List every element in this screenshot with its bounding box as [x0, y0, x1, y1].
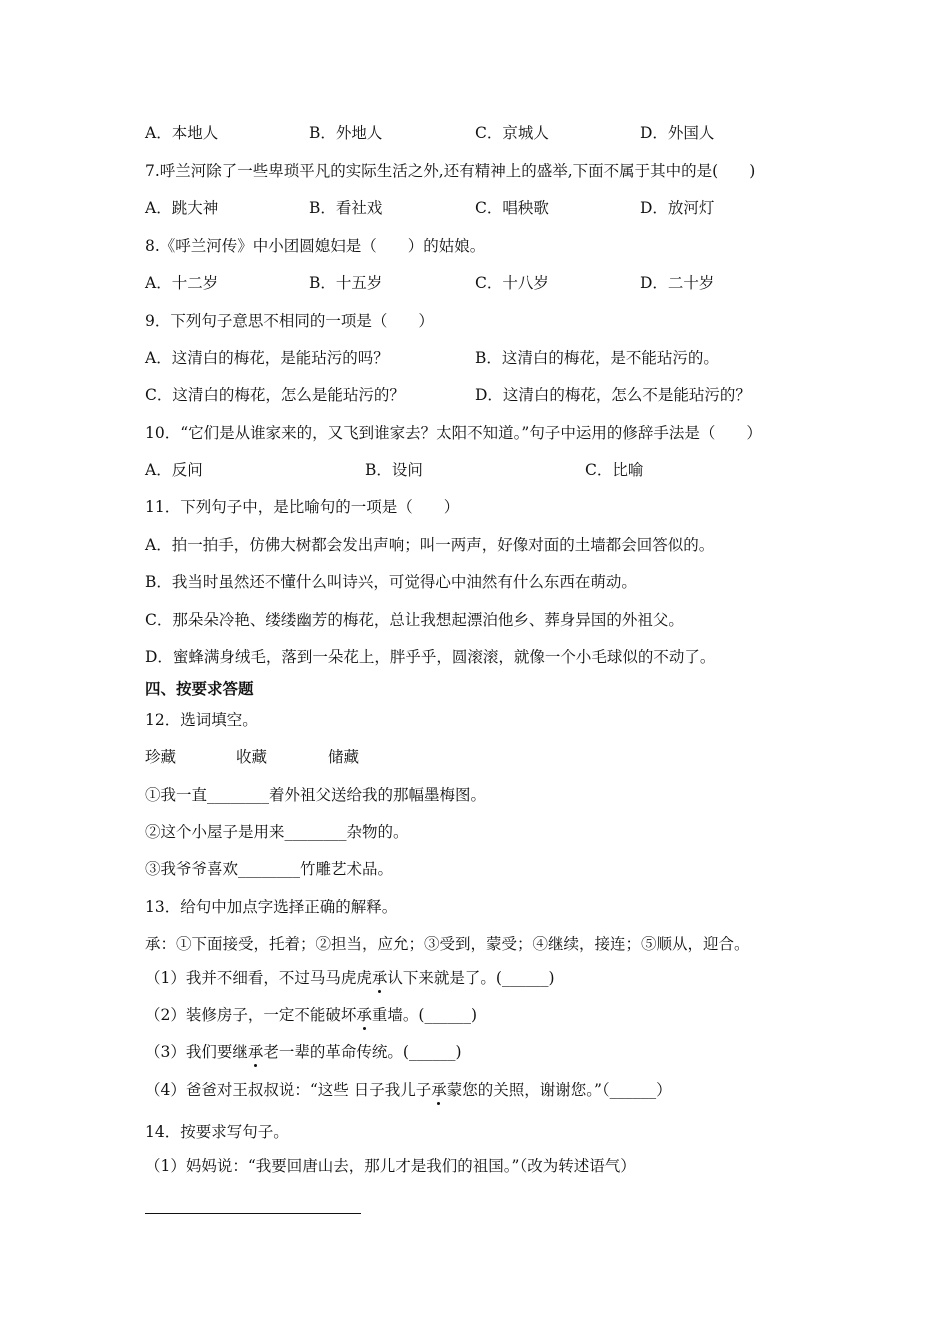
q9-stem: 9．下列句子意思不相同的一项是（ ） [145, 312, 434, 330]
q10-options [145, 460, 845, 480]
option-c: C．这清白的梅花，怎么是能玷污的？ [145, 386, 405, 404]
text: 重墙。(______) [371, 1006, 477, 1024]
word-2: 收藏 [236, 748, 268, 766]
q7-stem: 7.呼兰河除了一些卑琐平凡的实际生活之外,还有精神上的盛举,下面不属于其中的是( ) [145, 162, 756, 180]
option-b: B．外地人 [309, 124, 383, 142]
text: （4）爸爸对王叔叔说：“这些 日子我儿子 [145, 1081, 432, 1099]
q8-stem: 8.《呼兰河传》中小团圆媳妇是（ ）的姑娘。 [145, 237, 486, 255]
q14-stem: 14．按要求写句子。 [145, 1123, 289, 1141]
section-heading: 四、按要求答题 [145, 679, 254, 698]
dotted-char: 承 [431, 1081, 447, 1099]
q12-item-2: ②这个小屋子是用来________杂物的。 [145, 823, 409, 841]
q7-options [145, 198, 845, 218]
q13-item-2 [145, 1005, 477, 1025]
text: 蒙您的关照，谢谢您。”（______） [446, 1081, 672, 1099]
option-a: A．十二岁 [145, 274, 219, 292]
q10-stem: 10．“它们是从谁家来的，又飞到谁家去？太阳不知道。”句子中运用的修辞手法是（ ） [145, 424, 762, 442]
q12-item-3: ③我爷爷喜欢________竹雕艺术品。 [145, 860, 394, 878]
option-b: B．这清白的梅花，是不能玷污的。 [475, 349, 719, 367]
word-1: 珍藏 [145, 748, 177, 766]
word-3: 储藏 [328, 748, 360, 766]
option-c: C．比喻 [585, 461, 644, 479]
q12-word-bank [145, 747, 845, 767]
option-d: D．外国人 [640, 124, 715, 142]
q11-option-a: A．拍一拍手，仿佛大树都会发出声响；叫一两声，好像对面的土墙都会回答似的。 [145, 536, 715, 554]
text: （3）我们要继 [145, 1043, 248, 1061]
q13-item-3 [145, 1042, 462, 1062]
option-a: A．本地人 [145, 124, 219, 142]
q12-item-1: ①我一直________着外祖父送给我的那幅墨梅图。 [145, 786, 487, 804]
q9-options-row2 [145, 385, 845, 405]
q6-options [145, 123, 845, 143]
option-a: A．这清白的梅花，是能玷污的吗？ [145, 349, 389, 367]
q13-definition: 承：①下面接受，托着；②担当，应允；③受到，蒙受；④继续，接连；⑤顺从，迎合。 [145, 935, 750, 953]
option-b: B．设问 [365, 461, 423, 479]
q11-option-c: C．那朵朵冷艳、缕缕幽芳的梅花，总让我想起漂泊他乡、葬身异国的外祖父。 [145, 611, 684, 629]
option-b: B．看社戏 [309, 199, 383, 217]
option-c: C．京城人 [475, 124, 549, 142]
option-c: C．唱秧歌 [475, 199, 549, 217]
answer-line [145, 1213, 361, 1214]
q9-options-row1 [145, 348, 845, 368]
q13-item-4 [145, 1080, 672, 1100]
option-c: C．十八岁 [475, 274, 549, 292]
q13-stem: 13．给句中加点字选择正确的解释。 [145, 898, 398, 916]
text: 老一辈的革命传统。(______) [263, 1043, 462, 1061]
text: （1）我并不细看，不过马马虎虎 [145, 969, 372, 987]
q11-stem: 11．下列句子中，是比喻句的一项是（ ） [145, 498, 460, 516]
option-d: D．这清白的梅花，怎么不是能玷污的？ [475, 386, 751, 404]
q8-options [145, 273, 845, 293]
option-b: B．十五岁 [309, 274, 383, 292]
dotted-char: 承 [247, 1043, 264, 1061]
dotted-char: 承 [371, 969, 388, 987]
text: （2）装修房子，一定不能破坏 [145, 1006, 357, 1024]
option-a: A．反问 [145, 461, 203, 479]
option-d: D．二十岁 [640, 274, 715, 292]
text: 认下来就是了。(______) [387, 969, 555, 987]
q12-stem: 12．选词填空。 [145, 711, 258, 729]
dotted-char: 承 [356, 1006, 372, 1024]
q14-item-1: （1）妈妈说：“我要回唐山去，那儿才是我们的祖国。”（改为转述语气） [145, 1157, 636, 1175]
option-a: A．跳大神 [145, 199, 219, 217]
q13-item-1 [145, 968, 555, 988]
q11-option-b: B．我当时虽然还不懂什么叫诗兴，可觉得心中油然有什么东西在萌动。 [145, 573, 637, 591]
option-d: D．放河灯 [640, 199, 715, 217]
q11-option-d: D．蜜蜂满身绒毛，落到一朵花上，胖乎乎，圆滚滚，就像一个小毛球似的不动了。 [145, 648, 716, 666]
